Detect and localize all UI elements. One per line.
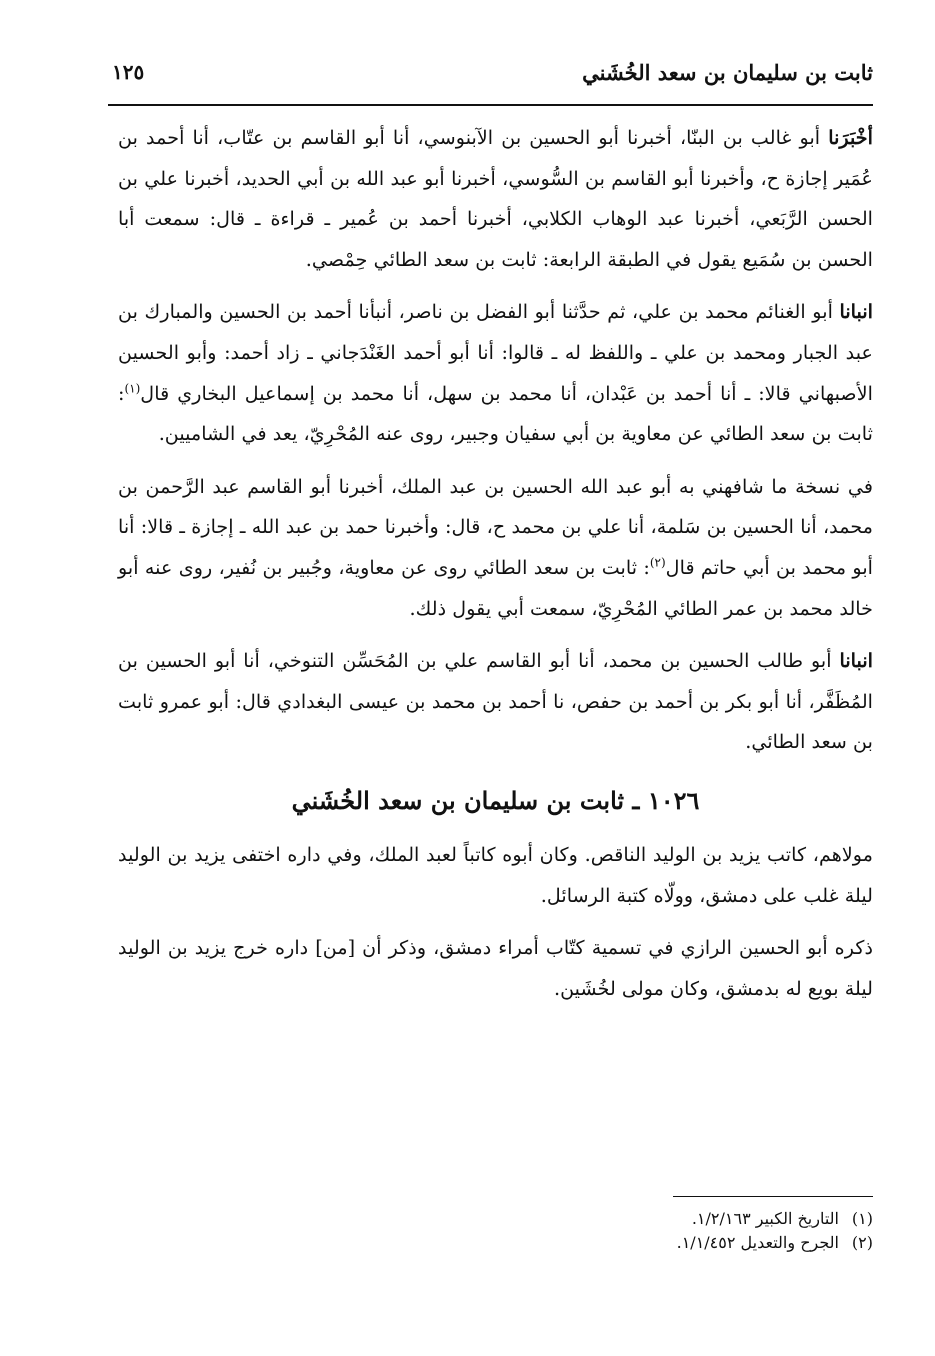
paragraph-1 (118, 118, 873, 280)
footnote-2 (118, 1231, 873, 1255)
paragraph-text: أبو الغنائم محمد بن علي، ثم حدَّثنا أبو الفضل بن ناصر، أنبأنا أحمد بن الحسين والمبارك بن عبد الجبار ومحمد بن علي ـ واللفظ له ـ قالوا: أنا أبو أحمد الغَنْدَجاني ـ زاد أحمد: وأبو الحسين الأصبهاني قالا: ـ أنا أحمد بن عَبْدان، أنا محمد بن سهل، أنا محمد بن إسماعيل البخاري قال (118, 300, 873, 405)
paragraph-3 (118, 467, 873, 629)
footnote-1 (118, 1207, 873, 1231)
paragraph-text: : ثابت بن سعد الطائي عن معاوية بن أبي سفيان وجبير، روى عنه المُحْرِيّ، يعد في الشاميين. (118, 381, 873, 446)
paragraph-text: في نسخة ما شافهني به أبو عبد الله الحسين بن عبد الملك، أخبرنا أبو القاسم عبد الرَّحمن بن محمد، أنا الحسين بن سَلمة، أنا علي بن محمد ح، قال: وأخبرنا حمد بن عبد الله ـ إجازة ـ قالا: أنا أبو محمد بن أبي حاتم قال (118, 474, 873, 579)
paragraph-text: أبو غالب بن البنّا، أخبرنا أبو الحسين بن الآبنوسي، أنا أبو القاسم بن عتّاب، أنا أحمد بن عُمَير إجازة ح، وأخبرنا أبو القاسم بن السُّوسي، أخبرنا أبو عبد الله بن أبي الحديد، أخبرنا علي بن الحسن الرَّبَعي، أخبرنا عبد الوهاب الكلابي، أخبرنا أحمد بن عُمير ـ قراءة ـ قال: سمعت أبا الحسن بن سُمَيع يقول في الطبقة الرابعة: ثابت بن سعد الطائي حِمْصي. (118, 126, 873, 271)
entry-heading: ١٠٢٦ ـ ثابت بن سليمان بن سعد الخُشَني (291, 785, 700, 815)
paragraph-4 (118, 641, 873, 763)
paragraph-text: : ثابت بن سعد الطائي روى عن معاوية، وجُبير بن نُفير، روى عنه أبو خالد محمد بن عمر الطائي المُحْرِيّ، سمعت أبي يقول ذلك. (118, 555, 873, 620)
footnote-number: (٢) (851, 1233, 873, 1252)
footnote-reference: (٢) (649, 555, 666, 570)
page-number: ١٢٥ (112, 60, 145, 84)
footnote-reference: (١) (124, 381, 141, 396)
footnote-text: الجرح والتعديل ١/١/٤٥٢. (676, 1233, 839, 1252)
lead-word: انبانا (839, 300, 873, 324)
footnote-text: التاريخ الكبير ١/٢/١٦٣. (691, 1209, 839, 1228)
entry-paragraph-2: ذكره أبو الحسين الرازي في تسمية كتّاب أمراء دمشق، وذكر أن [من] داره خرج يزيد بن الوليد ليلة بويع له بدمشق، وكان مولى لخُشَين. (118, 936, 873, 1000)
entry-paragraph-1: مولاهم، كاتب يزيد بن الوليد الناقص. وكان أبوه كاتباً لعبد الملك، وفي داره اختفى يزيد بن الوليد ليلة غلب على دمشق، وولّاه كتبة الرسائل. (118, 842, 873, 907)
lead-word: أخْبَرَنا (828, 126, 873, 149)
running-header (108, 52, 873, 106)
lead-word: انبانا (839, 649, 873, 673)
paragraph-text: أبو طالب الحسين بن محمد، أنا أبو القاسم علي بن المُحَسِّن التنوخي، أنا أبو الحسين بن المُظَفَّر، أنا أبو بكر بن أحمد بن حفص، نا أحمد بن محمد بن عيسى البغدادي قال: أبو عمرو ثابت بن سعد الطائي. (118, 649, 873, 754)
main-text (118, 118, 873, 1021)
paragraph-2 (118, 292, 873, 454)
footnote-divider (673, 1196, 873, 1197)
running-title: ثابت بن سليمان بن سعد الخُشَني (582, 60, 873, 85)
footnotes (118, 1196, 873, 1255)
footnote-number: (١) (851, 1209, 873, 1228)
